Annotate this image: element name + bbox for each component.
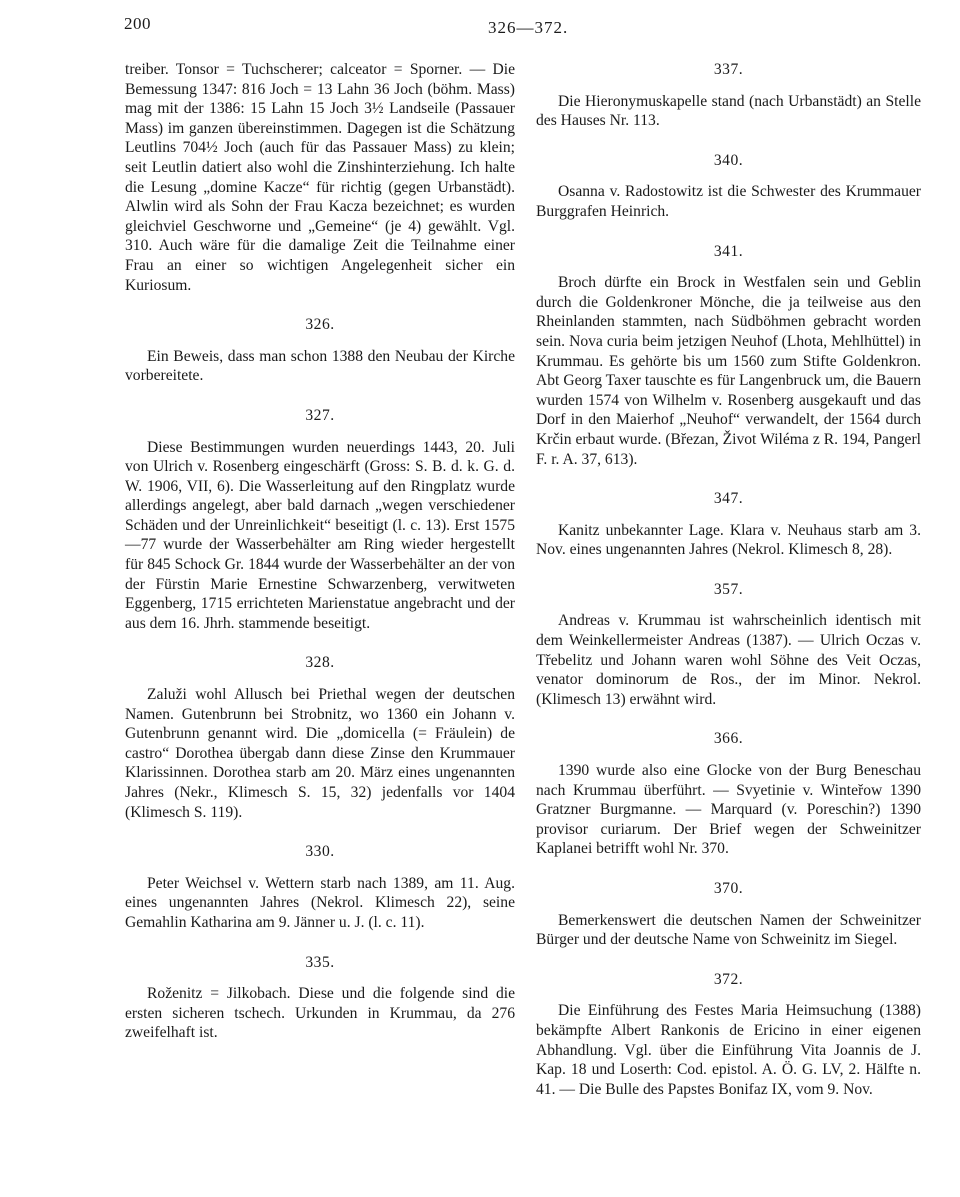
- note-text: Peter Weichsel v. Wettern starb nach 1389, am 11. Aug. eines ungenannten Jahres (Nekrol. Klimesch 22), seine Gemahlin Katharina am 9. Jänner u. J. (l. c. 11).: [125, 874, 515, 931]
- note-341: [536, 242, 921, 470]
- note-337: [536, 60, 921, 131]
- note-335: [125, 953, 515, 1043]
- note-text: 1390 wurde also eine Glocke von der Burg Beneschau nach Krummau überführt. — Svyetinie v. Winteřow 1390 Gratzner Burgmanne. — Marquard (v. Poreschin?) 1390 provisor curiarum. Der Brief wegen der Schweinitzer Kaplanei betrifft wohl Nr. 370.: [536, 762, 921, 858]
- note-327: [125, 406, 515, 634]
- note-number: 328.: [305, 654, 335, 672]
- note-number: 340.: [713, 151, 744, 169]
- note-text: Andreas v. Krummau ist wahrscheinlich identisch mit dem Weinkellermeister Andreas (1387). — Ulrich Oczas v. Třebelitz und Johann waren wohl Söhne des Veit Oczas, venator dominorum de Ros., der im Minor. Nekrol. (Klimesch 13) erwähnt wird.: [536, 612, 921, 708]
- continuation-paragraph: treiber. Tonsor = Tuchscherer; calceator = Sporner. — Die Bemessung 1347: 816 Joch = 13 Lahn 36 Joch (böhm. Mass) mag mit der 1386: 15 Lahn 15 Joch 3½ Landseile (Passauer Mass) im ganzen übereinstimmen. Dagegen ist die Schätzung Leutlins 704½ Joch (auch für das Passauer Mass) zu klein; seit Leutlin datiert also wohl die Zinshinterziehung. Ich halte die Lesung „domine Kacze“ für richtig (gegen Urbanstädt). Alwlin wird als Sohn der Frau Kacza bezeichnet; es wurden gleichviel Geschworne und „Gemeine“ (je 4) gewählt. Vgl. 310. Auch wäre für die damalige Zeit die Teilnahme einer Frau an einer so wichtigen Angelegenheit sicher ein Kuriosum.: [125, 61, 515, 294]
- note-number: 326.: [305, 316, 335, 334]
- note-347: [536, 489, 921, 560]
- note-number: 357.: [713, 580, 744, 598]
- note-number: 337.: [713, 61, 744, 78]
- note-number: 372.: [713, 970, 744, 988]
- note-text: Die Hieronymuskapelle stand (nach Urbanstädt) an Stelle des Hauses Nr. 113.: [536, 92, 921, 130]
- note-328: [125, 653, 515, 822]
- left-column: [125, 60, 515, 1043]
- note-number: 330.: [305, 843, 335, 861]
- note-text: Osanna v. Radostowitz ist die Schwester des Krummauer Burggrafen Heinrich.: [536, 183, 921, 220]
- note-text: Bemerkenswert die deutschen Namen der Schweinitzer Bürger und der deutsche Name von Schweinitz im Siegel.: [536, 911, 921, 949]
- note-number: 347.: [713, 490, 744, 508]
- note-text: Broch dürfte ein Brock in Westfalen sein und Geblin durch die Goldenkroner Mönche, die ja teilweise aus den Rheinlanden stammten, nach Südböhmen gebracht worden sein. Nova curia beim jetzigen Neuhof (Lhota, Mehlhüttel) in Krummau. Es gehörte bis um 1560 zum Stifte Goldenkron. Abt Georg Taxer tauschte es für Langenbruck um, die Bauern wurden 1574 von Wilhelm v. Rosenberg ausgekauft und das Dorf in den Maierhof „Neuhof“ verwandelt, der 1564 durch Krčin erbaut wurde. (Březan, Život Wiléma z R. 194, Pangerl F. r. A. 37, 613).: [536, 274, 921, 468]
- note-357: [536, 580, 921, 710]
- note-340: [536, 151, 921, 222]
- note-text: Die Einführung des Festes Maria Heimsuchung (1388) bekämpfte Albert Rankonis de Ericino in einer eigenen Abhandlung. Vgl. über die Einführung Vita Joannis de J. Kap. 18 und Loserth: Cod. epistol. A. Ö. G. LV, 2. Hälfte n. 41. — Die Bulle des Papstes Bonifaz IX, vom 9. Nov.: [536, 1002, 921, 1098]
- note-number: 370.: [713, 880, 744, 897]
- note-number: 327.: [305, 406, 335, 424]
- note-372: [536, 970, 921, 1100]
- note-330: [125, 842, 515, 932]
- page-number: 200: [124, 14, 151, 33]
- note-number: 341.: [713, 242, 744, 260]
- right-column: [536, 60, 921, 1099]
- note-text: Kanitz unbekannter Lage. Klara v. Neuhaus starb am 3. Nov. eines ungenannten Jahres (Nekrol. Klimesch 8, 28).: [536, 521, 921, 559]
- note-number: 366.: [713, 730, 744, 748]
- note-366: [536, 729, 921, 859]
- page-header: [118, 14, 918, 44]
- running-head: 326—372.: [488, 18, 569, 37]
- note-370: [536, 879, 921, 950]
- note-text: Zaluži wohl Allusch bei Priethal wegen der deutschen Namen. Gutenbrunn bei Strobnitz, wo 1360 ein Johann v. Gutenbrunn genannt wird. Die „domicella (= Fräulein) de castro“ Dorothea übergab dann diese Zinse den Krummauer Klarissinnen. Dorothea starb am 20. März eines ungenannten Jahres (Nekr., Klimesch S. 15, 32) jedenfalls vor 1404 (Klimesch S. 119).: [125, 686, 515, 821]
- note-text: Roženitz = Jilkobach. Diese und die folgende sind die ersten sicheren tschech. Urkunden in Krummau, da 276 zweifelhaft ist.: [125, 985, 515, 1042]
- note-text: Ein Beweis, dass man schon 1388 den Neubau der Kirche vorbereitete.: [125, 347, 515, 385]
- note-number: 335.: [305, 953, 335, 971]
- note-326: [125, 315, 515, 386]
- note-text: Diese Bestimmungen wurden neuerdings 1443, 20. Juli von Ulrich v. Rosenberg eingeschärft (Gross: S. B. d. k. G. d. W. 1906, VII, 6). Die Wasserleitung auf den Ringplatz wurde allerdings angelegt, aber bald darnach „wegen verschiedener Schäden und der Unreinlichkeit“ beseitigt (l. c. 13). Erst 1575—77 wurde der Wasserbehälter am Ring wieder hergestellt für 845 Schock Gr. 1844 wurde der Wasserbehälter an der von der Fürstin Marie Ernestine Schwarzenberg, verwitweten Eggenberg, 1715 errichteten Marienstatue angebracht und der aus dem 16. Jhrh. stammende beseitigt.: [125, 438, 515, 632]
